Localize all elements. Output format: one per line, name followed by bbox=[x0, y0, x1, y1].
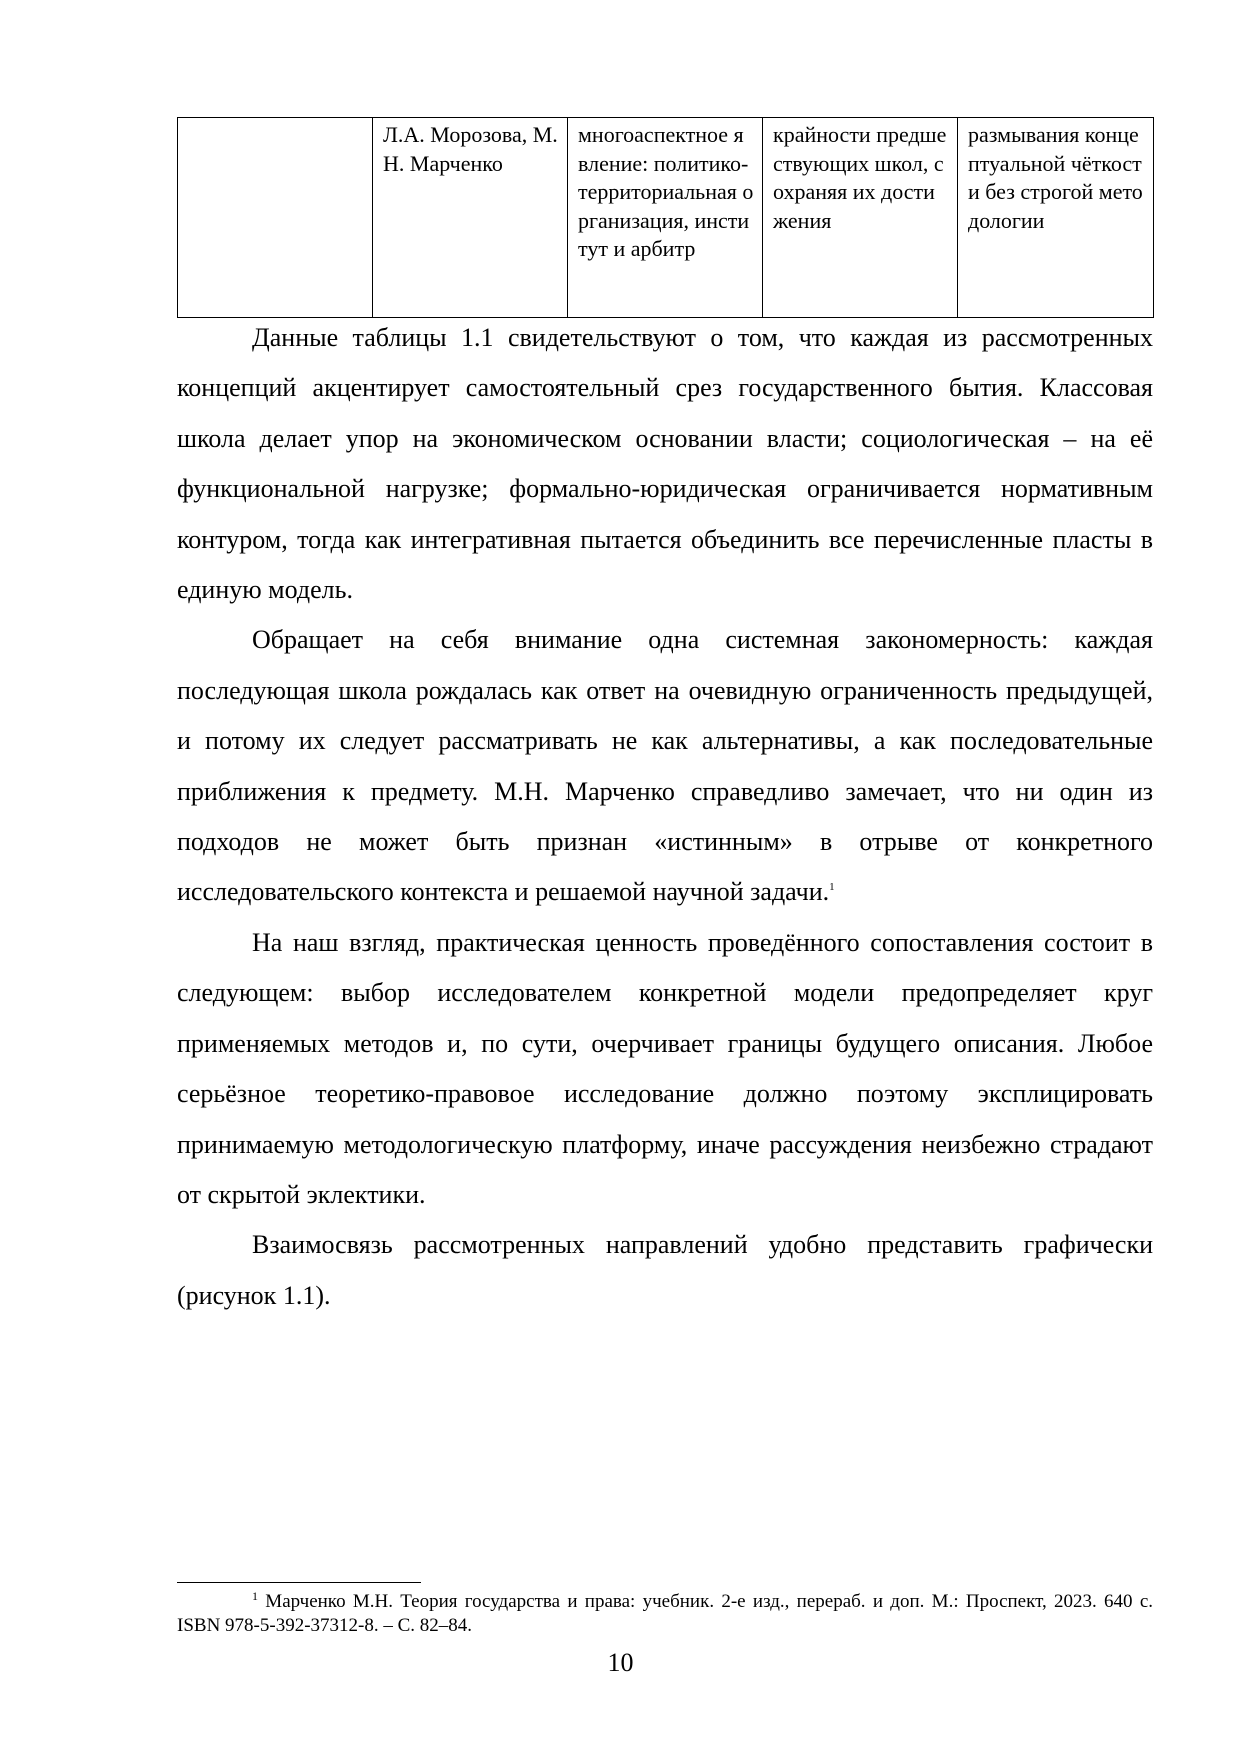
footnote bbox=[177, 1590, 1153, 1638]
comparison-table-continuation bbox=[177, 117, 1154, 318]
table-row bbox=[178, 118, 1154, 318]
table-cell-advantages: крайности предшествующих школ, сохраняя их достижения bbox=[763, 118, 958, 318]
paragraph-2 bbox=[177, 615, 1153, 917]
footnote-reference[interactable]: 1 bbox=[829, 881, 835, 894]
footnote-separator bbox=[177, 1582, 421, 1583]
body-text bbox=[177, 313, 1153, 1321]
footnote-text: Марченко М.Н. Теория государства и права: учебник. 2-е изд., перераб. и доп. М.: Проспект, 2023. 640 с. ISBN 978-5-392-37312-8. – С. 82–84. bbox=[177, 1591, 1153, 1636]
paragraph-3: На наш взгляд, практическая ценность проведённого сопоставления состоит в следующем: выбор исследователем конкретной модели предопределяет круг применяемых методов и, по сути, очерчивает границы будущего описания. Любое серьёзное теоретико-правовое исследование должно поэтому эксплицировать принимаемую методологическую платформу, иначе рассуждения неизбежно страдают от скрытой эклектики. bbox=[177, 927, 1153, 1209]
page-number: 10 bbox=[607, 1648, 634, 1677]
paragraph-2-text: Обращает на себя внимание одна системная закономерность: каждая последующая школа рождалась как ответ на очевидную ограниченность предыдущей, и потому их следует рассматривать не как альтернативы, а как последовательные приближения к предмету. М.Н. Марченко справедливо замечает, что ни один из подходов не может быть признан «истинным» в отрыве от конкретного исследовательского контекста и решаемой научной задачи. bbox=[177, 625, 1153, 907]
footnote-marker: 1 bbox=[252, 1589, 258, 1603]
paragraph-4: Взаимосвязь рассмотренных направлений удобно представить графически (рисунок 1.1). bbox=[177, 1230, 1153, 1310]
table-cell-essence: многоаспектное явление: политико-территориальная организация, институт и арбитр bbox=[568, 118, 763, 318]
table-cell-school bbox=[178, 118, 373, 318]
table-cell-limitations: размывания концептуальной чёткости без строгой методологии bbox=[958, 118, 1154, 318]
paragraph-1: Данные таблицы 1.1 свидетельствуют о том, что каждая из рассмотренных концепций акцентирует самостоятельный срез государственного бытия. Классовая школа делает упор на экономическом основании власти; социологическая – на её функциональной нагрузке; формально-юридическая ограничивается нормативным контуром, тогда как интегративная пытается объединить все перечисленные пласты в единую модель. bbox=[177, 323, 1153, 605]
table-cell-authors: Л.А. Морозова, М.Н. Марченко bbox=[373, 118, 568, 318]
